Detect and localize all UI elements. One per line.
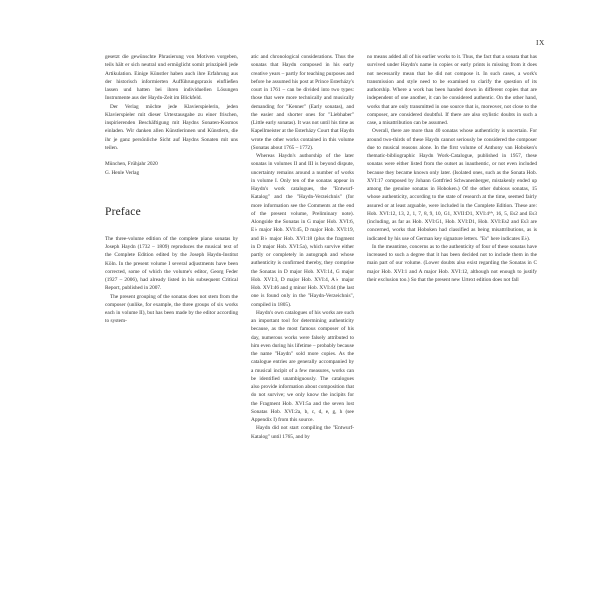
text-column-1 <box>105 53 238 326</box>
preface-paragraph-5-start: Haydn did not start compiling the "Entwurf-Katalog" until 1765, and by <box>251 425 354 440</box>
paragraph-german-thanks: Der Verlag möchte jede Klavierspielerin, jeden Klavierspieler mit dieser Urtextausgabe zu einer frischen, inspirierenden Beschäftigung mit Haydns Sonaten-Kosmos einladen. Wir danken allen Künstlerinnen und Künstlern, die ihr je ganz persönliche Sicht auf Haydns Sonaten mit uns teilen. <box>105 103 238 151</box>
preface-paragraph-4: Haydn's own catalogues of his works are such an important tool for determining authenticity because, as the most famous composer of his day, numerous works were falsely attributed to him even during his lifetime – probably because the name "Haydn" sold more copies. As the catalogue entries are generally accompanied by a musical incipit of a few measures, works can be identified unambiguously. The catalogues also provide information about composition that do not survive; we only know the incipits for the Fragment Hob. XVI:5a and the seven lost Sonatas Hob. XVI:2a, b, c, d, e, g, h (see Appendix I) from this source. <box>251 309 354 423</box>
text-columns-container <box>105 53 540 553</box>
preface-paragraph-1: The three-volume edition of the complete piano sonatas by Joseph Haydn (1732 – 1809) reproduces the musical text of the Complete Edition edited by the Joseph Haydn-Institut Köln. In the present volume I several adjustments have been corrected, some of which the volume's editor, Georg Feder (1927 – 2006), had already listed in his subsequent Critical Report, published in 2007. <box>105 235 238 292</box>
text-column-2 <box>251 53 354 441</box>
spacer-below-heading <box>105 219 238 235</box>
text-column-3 <box>367 53 537 284</box>
preface-paragraph-2-continued: atic and chronological considerations. Thus the sonatas that Haydn composed in his early creative years – partly for teaching purposes and before he assumed his post at Prince Esterházy's court in 1761 – can be divided into two types: those that were more technically and musically demanding for "Kenner" (Early sonatas), and the easier and shorter ones for "Liebhaber" (Little early sonatas). It was not until his time as Kapellmeister at the Esterházy Court that Haydn wrote the other works contained in this volume (Sonatas about 1765 – 1772). <box>251 54 354 151</box>
imprint-block <box>105 160 238 177</box>
preface-paragraph-2-start: The present grouping of the sonatas does not stem from the composer (unlike, for example, the three groups of six works each in volume II), but has been made by the editor according to system- <box>105 293 238 325</box>
preface-paragraph-7: In the meantime, concerns as to the authenticity of four of these sonatas have increased to such a degree that it has been decided not to include them in the main part of our volume. (Lower doubts also exist regarding the Sonatas in C major Hob. XVI:1 and A major Hob. XVI:12, although not enough to justify their exclusion too.) So that the present new Urtext edition does not fall <box>367 243 537 283</box>
preface-paragraph-6: Overall, there are more than 40 sonatas whose authenticity is uncertain. For around two-thirds of these Haydn cannot seriously be considered the composer due to musical reasons alone. In the first volume of Anthony van Hoboken's thematic-bibliographic Haydn Work-Catalogue, published in 1957, these sonatas were either listed from the outset as inauthentic, or not even included because they became known only later. (Isolated ones, such as the Sonata Hob. XVI:17 composed by Johann Gottfried Schwanenberger, mistakenly ended up among the genuine sonatas in Hoboken.) Of the other dubious sonatas, 15 whose authenticity, according to the state of research at the time, seemed fairly assured or at least arguable, were included in the Complete Edition. These are: Hob. XVI:12, 13, 2, 1, 7, 8, 9, 10, G1, XVII:D1, XVI:4ᵇⁱˢ, 16, 5, Es2 and Es3 (including, as far as Hob. XVI:G1, Hob. XVI:D1, Hob. XVI:Es2 and Es3 are concerned, works that Hoboken had classified as being misattributions, as is indicated by his use of German key signature letters. "Es" here indicates E♭). <box>367 128 537 242</box>
spacer-above-heading <box>105 177 238 205</box>
preface-heading: Preface <box>105 205 141 218</box>
imprint-publisher: G. Henle Verlag <box>105 169 140 176</box>
page-number: IX <box>536 38 545 47</box>
imprint-place-date: München, Frühjahr 2020 <box>105 161 158 168</box>
preface-paragraph-3: Whereas Haydn's authorship of the later sonatas in volumes II and III is beyond dispute, uncertainty remains around a number of works in volume I. Only ten of the sonatas appear in Haydn's work catalogues, the "Entwurf-Katalog" and the "Haydn-Verzeichnis" (for more information see the Comments at the end of the present volume, Preliminary note). Alongside the Sonatas in G major Hob. XVI:6, E♭ major Hob. XVI:45, D major Hob. XVI:19, and B♭ major Hob. XVI:18 (plus the fragment in D major Hob. XVI:5a), which survive either partly or completely in autograph and whose authenticity is confirmed thereby, they comprise the Sonatas in D major Hob. XVI:14, G major Hob. XVI:3, D major Hob. XVI:4, A♭ major Hob. XVI:46 and g minor Hob. XVI:44 (the last one is found only in the "Haydn-Verzeichnis", compiled in 1805). <box>251 153 354 308</box>
paragraph-german-continuation: gesetzt die gewünschte Phrasierung von Motiven vorgeben, teils hält er sich neutral und ermöglicht somit prinzipiell jede Artikulation. Einige Künstler haben auch ihre Erfahrung aus der historisch informierten Aufführungspraxis einfließen lassen und hatten bei ihren individuellen Lösungen Instrumente aus der Haydn-Zeit im Blickfeld. <box>105 54 238 102</box>
preface-paragraph-5-continued: no means added all of his earlier works to it. Thus, the fact that a sonata that has survived under Haydn's name in copies or early prints is missing from it does not necessarily mean that he did not compose it. In such cases, a work's transmission and style need to be examined to clarify the question of its authorship. Where a work has been handed down in different copies that are independent of one another, it can be considered authentic. On the other hand, works that are only transmitted in one source that is, moreover, not close to the composer, are considered doubtful. If there are also stylistic doubts in such a case, a misattribution can be assumed. <box>367 54 537 126</box>
